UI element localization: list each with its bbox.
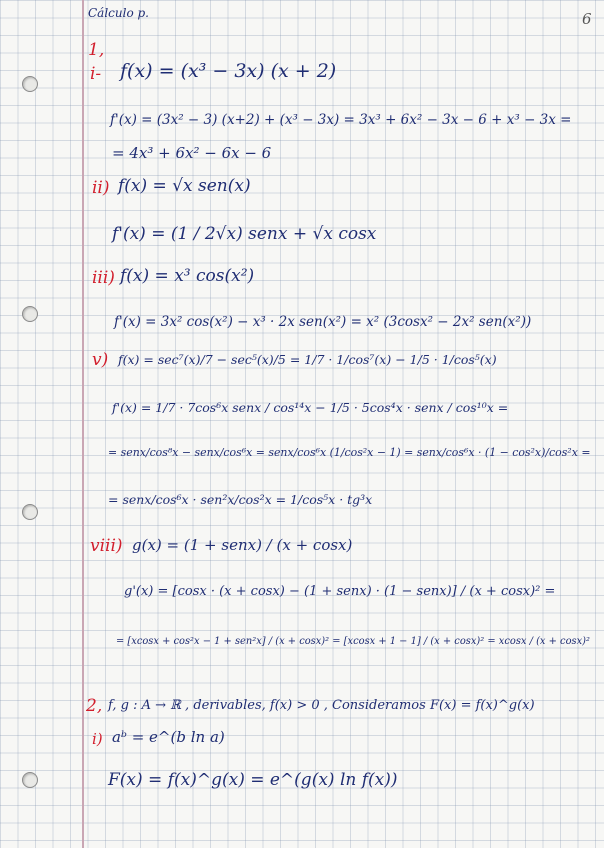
item-viii-label: viii) xyxy=(90,536,123,556)
item-iii-function: f(x) = x³ cos(x²) xyxy=(120,266,255,286)
item-v-line-4: = senx/cos⁶x · sen²x/cos²x = 1/cos⁵x · tg³x xyxy=(108,492,373,507)
item-i-derivative: f'(x) = (3x² − 3) (x+2) + (x³ − 3x) = 3x³ + 6x² − 3x − 6 + x³ − 3x = xyxy=(110,112,572,128)
exercise-2-line: F(x) = f(x)^g(x) = e^(g(x) ln f(x)) xyxy=(108,770,398,790)
item-v-function: f(x) = sec⁷(x)/7 − sec⁵(x)/5 = 1/7 · 1/cos⁷(x) − 1/5 · 1/cos⁵(x) xyxy=(118,352,497,367)
item-i-label: i- xyxy=(90,64,102,84)
page-number: 6 xyxy=(582,10,592,28)
page-title: Cálculo p. xyxy=(88,6,149,20)
exercise-2-statement: f, g : A → ℝ , derivables, f(x) > 0 , Consideramos F(x) = f(x)^g(x) xyxy=(108,698,535,713)
item-ii-derivative: f'(x) = (1 / 2√x) senx + √x cosx xyxy=(112,224,377,244)
item-v-label: v) xyxy=(92,350,109,370)
item-ii-label: ii) xyxy=(92,178,110,198)
binder-hole xyxy=(22,772,38,788)
exercise-1-number: 1, xyxy=(88,40,105,60)
item-ii-function: f(x) = √x sen(x) xyxy=(118,176,251,196)
item-v-line-3: = senx/cos⁸x − senx/cos⁶x = senx/cos⁶x (1/cos²x − 1) = senx/cos⁶x · (1 − cos²x)/cos²x = xyxy=(108,446,591,459)
item-iii-label: iii) xyxy=(92,268,115,288)
item-i-result: = 4x³ + 6x² − 6x − 6 xyxy=(112,144,272,162)
item-iii-derivative: f'(x) = 3x² cos(x²) − x³ · 2x sen(x²) = x² (3cosx² − 2x² sen(x²)) xyxy=(114,314,532,330)
exercise-2-number: 2, xyxy=(86,696,103,716)
exercise-2-hint-label: i) xyxy=(92,730,103,748)
binder-hole xyxy=(22,504,38,520)
item-i-function: f(x) = (x³ − 3x) (x + 2) xyxy=(120,60,337,82)
item-viii-function: g(x) = (1 + senx) / (x + cosx) xyxy=(132,536,353,554)
binder-hole xyxy=(22,306,38,322)
item-v-derivative: f'(x) = 1/7 · 7cos⁶x senx / cos¹⁴x − 1/5 · 5cos⁴x · senx / cos¹⁰x = xyxy=(112,400,509,415)
item-viii-derivative: g'(x) = [cosx · (x + cosx) − (1 + senx) · (1 − senx)] / (x + cosx)² = xyxy=(124,584,556,599)
exercise-2-hint: aᵇ = e^(b ln a) xyxy=(112,728,225,746)
binder-hole xyxy=(22,76,38,92)
margin-line xyxy=(82,0,84,848)
item-viii-line-2: = [xcosx + cos²x − 1 + sen²x] / (x + cosx)² = [xcosx + 1 − 1] / (x + cosx)² = xcosx / (x + cosx)² xyxy=(116,636,590,647)
